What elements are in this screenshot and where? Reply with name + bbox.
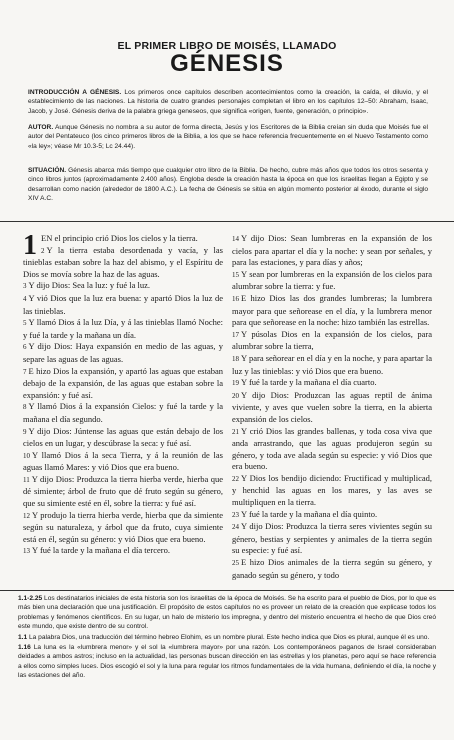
verse: 6 Y dijo Dios: Haya expansión en medio de las aguas, y separe las aguas de las aguas. (23, 341, 223, 364)
setting-paragraph (28, 166, 428, 203)
verse: 16 E hizo Dios las dos grandes lumbreras; la lumbrera mayor para que señorease en el día, y la lumbrera menor para que señorease en la noche: hizo también las estrellas. (232, 292, 432, 328)
chapter-number: 1 (23, 230, 37, 261)
verse: 15 Y sean por lumbreras en la expansión de los cielos para alumbrar sobre la tierra: y fue. (232, 268, 432, 292)
intro-label: INTRODUCCIÓN A GÉNESIS. (28, 89, 122, 96)
verse: 11 Y dijo Dios: Produzca la tierra hierba verde, hierba que dé simiente; árbol de fruto que dé fruto según su género, que su simiente esté en él, sobre la tierra: y fué así. (23, 473, 223, 509)
verse: 14 Y dijo Dios: Sean lumbreras en la expansión de los cielos para apartar el día y la noche: y sean por señales, y para las estaciones, y para días y años; (232, 233, 432, 268)
verse: 1 EN el principio crió Dios los cielos y la tierra. (23, 230, 198, 261)
verse: 21 Y crió Dios las grandes ballenas, y toda cosa viva que anda arrastrando, que las aguas produjeron según su género, y toda ave alada según su especie: y vió Dios que era bueno. (232, 425, 432, 472)
author-label: AUTOR. (28, 124, 54, 131)
verse: 12 Y produjo la tierra hierba verde, hierba que da simiente según su naturaleza, y árbol que da fruto, cuya simiente está en él, según su género: y vió Dios que era bueno. (23, 509, 223, 544)
verse: 20 Y dijo Dios: Produzcan las aguas reptil de ánima viviente, y aves que vuelen sobre la tierra, en la abierta expansión de los cielos. (232, 389, 432, 424)
verse: 4 Y vió Dios que la luz era buena: y apartó Dios la luz de las tinieblas. (23, 292, 223, 316)
note-text: La palabra Dios, una traducción del término hebreo Elohim, es un nombre plural. Este hecho indica que Dios es plural, aunque él es uno. (29, 633, 430, 641)
study-note (18, 633, 436, 642)
note-text: Los destinatarios iniciales de esta historia son los israelitas de la época de Moisés. Se ha escrito para el pueblo de Dios, por lo que es más bien una declaración que una justificación. El propósito de estos capítulos no es proveer un relato de la creación que explicase todos los problemas y fenómenos científicos. En su lugar, un halo de misterio los impregna, y dentro del misterio encuentra el hecho de que Dios creó este mundo, que existe dentro de su control. (18, 595, 436, 631)
setting-label: SITUACIÓN. (28, 167, 67, 174)
note-text: La luna es la «lumbrera menor» y el sol la «lumbrera mayor» por una razón. Los contemporáneos paganos de Israel consideraban deidades a ambos astros; incluso en la actualidad, las personas buscan dirección en las estrellas y los planetas, pero aquí se hace referencia a ellos como simples luces. Dios escogió el sol y la luna para regular los ritmos fundamentales de la vida humana, definiendo el día, la noche y las estaciones del año. (18, 644, 436, 680)
verse: 5 Y llamó Dios á la luz Día, y á las tinieblas llamó Noche: y fué la tarde y la mañana un día. (23, 317, 223, 340)
verse: 18 Y para señorear en el día y en la noche, y para apartar la luz y las tinieblas: y vió Dios que era bueno. (232, 352, 432, 376)
verse: 23 Y fué la tarde y la mañana el día quinto. (232, 508, 378, 519)
verse: 13 Y fué la tarde y la mañana el día tercero. (23, 545, 170, 556)
verse: 2 Y la tierra estaba desordenada y vacía, y las tinieblas estaban sobre la haz del abismo, y el Espíritu de Dios se movía sobre la haz de las aguas. (23, 244, 223, 279)
book-supertitle: EL PRIMER LIBRO DE MOISÉS, LLAMADO (117, 40, 337, 52)
left-column (23, 230, 223, 558)
verse: 3 Y dijo Dios: Sea la luz: y fué la luz. (23, 280, 150, 291)
setting-text: Génesis abarca más tiempo que cualquier otro libro de la Biblia. De hecho, cubre más años que todos los otros sesenta y cinco libros juntos (aproximadamente 2.400 años). Engloba desde la creación hasta la época en que los israelitas llegan a Egipto y se desarrollan como nación (alrededor de 1800 A.C.). La fecha de Génesis se sitúa en algún momento posterior al éxodo, durante el siglo XIV A.C. (28, 167, 428, 202)
verse: 22 Y Dios los bendijo diciendo: Fructificad y multiplicad, y henchid las aguas en los mares, y las aves se multipliquen en la tierra. (232, 472, 432, 508)
intro-text: Los primeros once capítulos describen acontecimientos como la creación, la caída, el diluvio, y el establecimiento de las naciones. La historia de cuatro grandes personajes completan el libro en los capítulos 12–50: Abraham, Isaac, Jacob, y José. Génesis deriva de la palabra griega geneseos, que significa «origen, fuente, generación, o principio». (28, 89, 428, 115)
verse: 9 Y dijo Dios: Júntense las aguas que están debajo de los cielos en un lugar, y descúbrase la seca: y fué así. (23, 425, 223, 449)
author-text: Aunque Génesis no nombra a su autor de forma directa, Jesús y los Escritores de la Biblia creían sin duda que Moisés fue el autor del Pentateuco (los cinco primeros libros de la Biblia, a los que se hace referencia frecuentemente en el Nuevo Testamento como «la ley»; véase Mr 10.3-5; Lc 24.44). (28, 124, 429, 150)
verse: 7 E hizo Dios la expansión, y apartó las aguas que estaban debajo de la expansión, de las aguas que estaban sobre la expansión: y fué así. (23, 365, 223, 400)
verse: 24 Y dijo Dios: Produzca la tierra seres vivientes según su género, bestias y serpientes y animales de la tierra según su especie: y fué así. (232, 521, 432, 556)
author-paragraph (28, 123, 428, 151)
notes-divider (0, 590, 454, 591)
book-title: GÉNESIS (170, 50, 284, 77)
study-note (18, 643, 436, 681)
verse: 10 Y llamó Dios á la seca Tierra, y á la reunión de las aguas llamó Mares: y vió Dios que era bueno. (23, 449, 223, 473)
verse: 17 Y púsolas Dios en la expansión de los cielos, para alumbrar sobre la tierra, (232, 328, 432, 352)
note-ref: 1.16 (18, 644, 31, 652)
study-note (18, 594, 436, 632)
right-column (232, 233, 432, 581)
verse: 8 Y llamó Dios á la expansión Cielos: y fué la tarde y la mañana el día segundo. (23, 401, 223, 424)
intro-divider (0, 221, 454, 222)
verse: 25 E hizo Dios animales de la tierra según su género, y ganado según su género, y todo (232, 557, 432, 580)
study-notes (18, 594, 436, 682)
intro-paragraph (28, 88, 428, 116)
note-ref: 1.1 (18, 633, 28, 641)
verse: 19 Y fué la tarde y la mañana el día cuarto. (232, 377, 377, 388)
note-ref: 1.1-2.25 (18, 595, 43, 602)
